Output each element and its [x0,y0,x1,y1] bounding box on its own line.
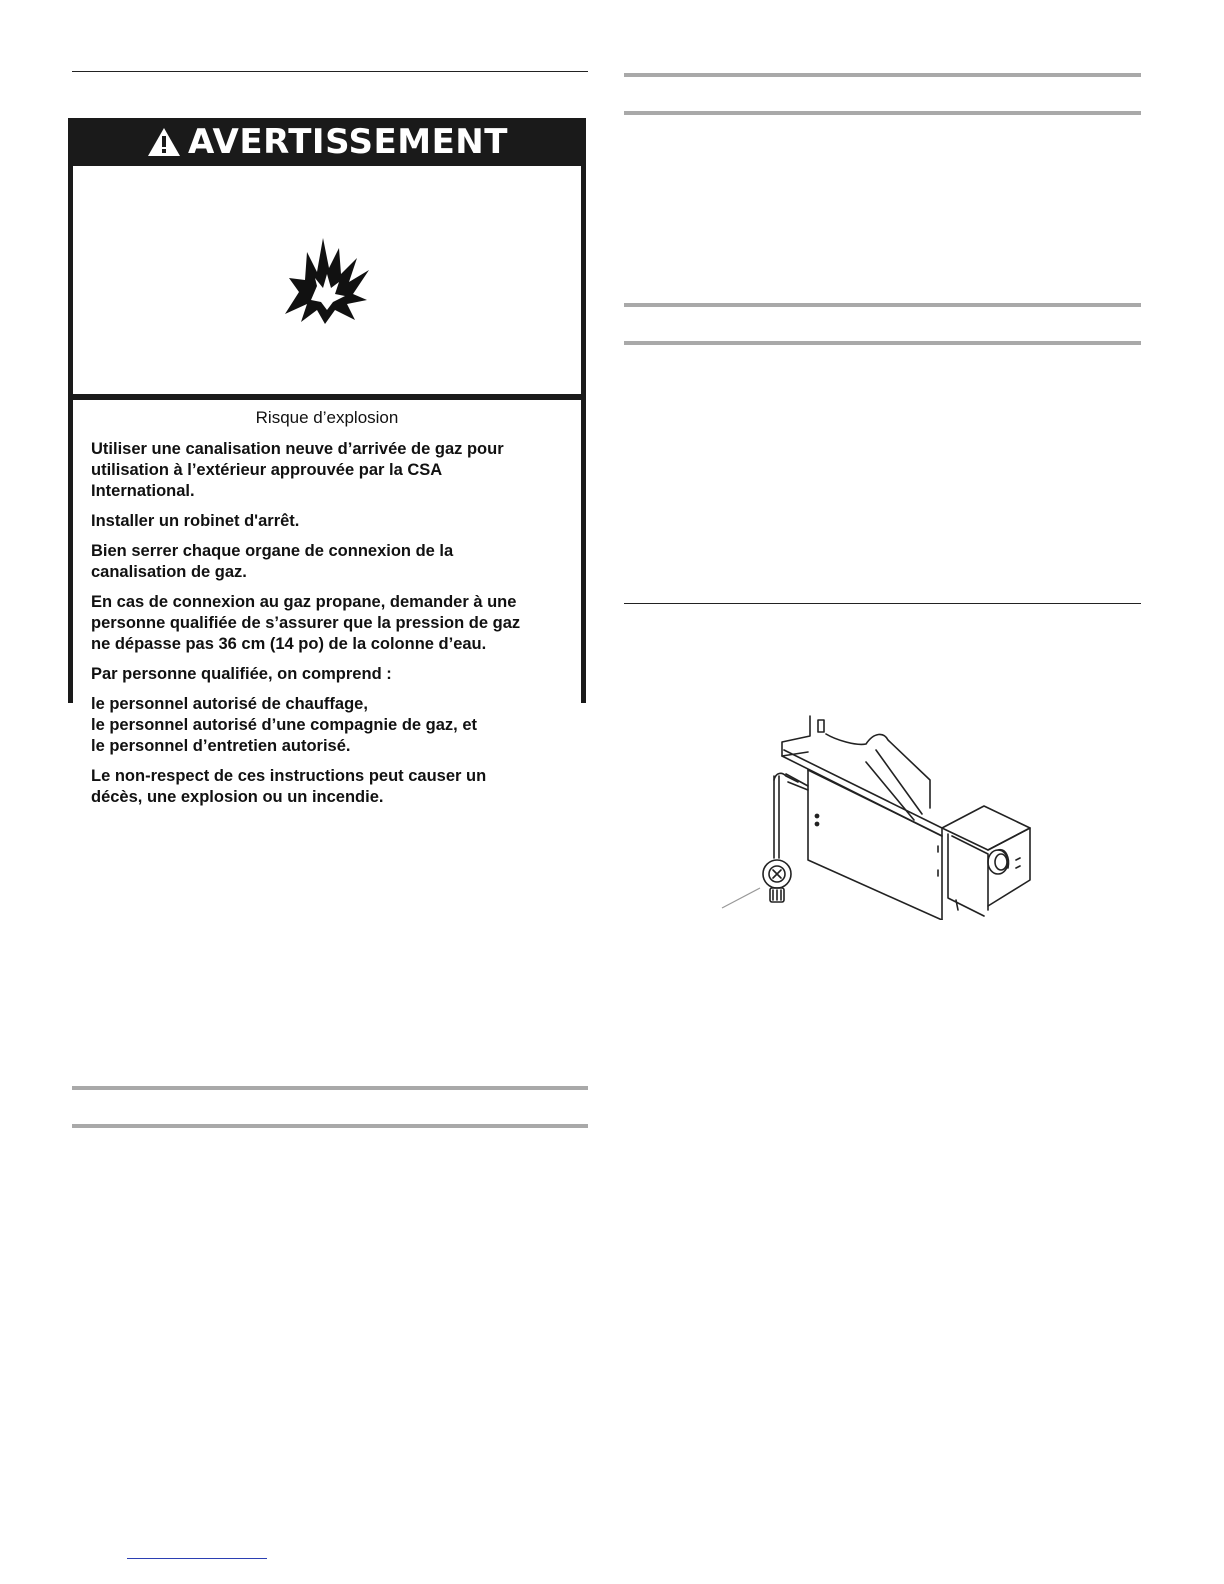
warning-line: utilisation à l’extérieur approuvée par la CSA [91,461,443,479]
warning-paragraph [91,592,563,655]
warning-paragraph [91,511,563,532]
right-section-rule-3 [624,303,1141,307]
warning-triangle-icon [146,126,182,158]
footer-link-underline [127,1558,267,1559]
warning-paragraph [91,541,563,583]
explosion-icon [277,234,377,326]
right-section-rule-1 [624,73,1141,77]
left-section-rule-top [72,1086,588,1090]
left-section-rule-bottom [72,1124,588,1128]
right-section-rule-2 [624,111,1141,115]
warning-text-panel [73,400,581,814]
callout-leader-line [722,888,760,908]
warning-line: le personnel autorisé de chauffage, [91,695,368,713]
warning-line: le personnel autorisé d’une compagnie de gaz, et [91,716,478,734]
warning-paragraph [91,439,563,502]
gas-connection-illustration [716,710,1036,920]
warning-line: ne dépasse pas 36 cm (14 po) de la colonne d’eau. [91,635,487,653]
left-top-rule [72,71,588,72]
warning-line: Le non-respect de ces instructions peut causer un [91,767,487,785]
right-thin-rule [624,603,1141,604]
warning-header [68,118,586,166]
right-section-rule-4 [624,341,1141,345]
warning-line: personne qualifiée de s’assurer que la pression de gaz [91,614,521,632]
symbol-panel [73,166,581,394]
warning-box [68,118,586,806]
warning-line: En cas de connexion au gaz propane, demander à une [91,593,517,611]
warning-line: International. [91,482,195,500]
warning-line: Bien serrer chaque organe de connexion de la [91,542,454,560]
warning-line: le personnel d’entretien autorisé. [91,737,351,755]
warning-line: canalisation de gaz. [91,563,247,581]
warning-line: Par personne qualifiée, on comprend : [91,665,392,683]
warning-paragraph [91,694,563,757]
risk-title: Risque d’explosion [255,408,399,427]
warning-paragraph [91,766,563,808]
warning-paragraph [91,664,563,685]
warning-line: Installer un robinet d'arrêt. [91,512,300,530]
warning-title: AVERTISSEMENT [188,122,508,162]
warning-line: décès, une explosion ou un incendie. [91,788,384,806]
warning-line: Utiliser une canalisation neuve d’arrivée de gaz pour [91,440,504,458]
